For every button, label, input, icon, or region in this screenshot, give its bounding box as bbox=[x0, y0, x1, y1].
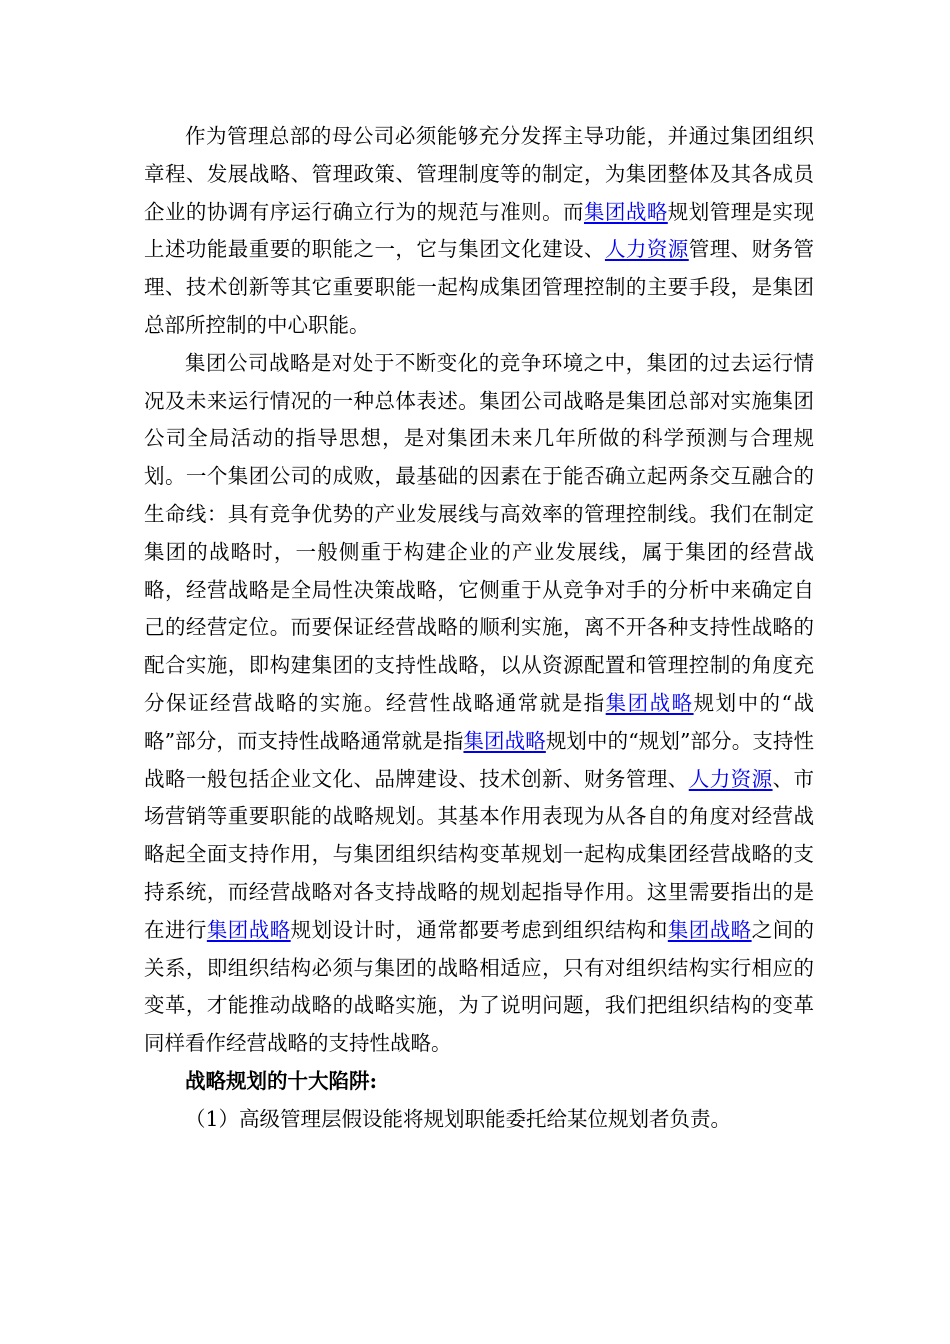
hyperlink[interactable]: 集团战略 bbox=[583, 199, 668, 224]
hyperlink[interactable]: 人力资源 bbox=[604, 237, 689, 262]
text-run: 管理、财务管理、技术创新等其它重要职能一起构成集团管理控制的主要手段，是集团总部所控制的中心职能。 bbox=[144, 237, 815, 337]
text-run: 之间的关系，即组织结构必须与集团的战略相适应，只有对组织结构实行相应的变革，才能推动战略的战略实施，为了说明问题，我们把组织结构的变革同样看作经营战略的支持性战略。 bbox=[144, 917, 815, 1056]
paragraph-2 bbox=[144, 345, 814, 1063]
paragraph-1 bbox=[144, 118, 814, 345]
text-run: 规划管理是实现上述功能最重要的职能之一，它与集团文化建设、 bbox=[144, 199, 815, 262]
hyperlink[interactable]: 人力资源 bbox=[688, 766, 773, 791]
text-run: 规划中的“战略”部分，而支持性战略通常就是指 bbox=[144, 690, 815, 753]
section-heading: 战略规划的十大陷阱: bbox=[185, 1068, 378, 1093]
hyperlink[interactable]: 集团战略 bbox=[667, 917, 752, 942]
hyperlink[interactable]: 集团战略 bbox=[206, 917, 291, 942]
document-body bbox=[144, 118, 814, 1139]
list-item-1: （1）高级管理层假设能将规划职能委托给某位规划者负责。 bbox=[185, 1106, 732, 1131]
text-run: 规划设计时，通常都要考虑到组织结构和 bbox=[290, 917, 668, 942]
text-run: 规划中的“规划”部分。支持性战略一般包括企业文化、品牌建设、技术创新、财务管理、 bbox=[144, 728, 815, 791]
hyperlink[interactable]: 集团战略 bbox=[605, 690, 694, 715]
text-run: 集团公司战略是对处于不断变化的竞争环境之中，集团的过去运行情况及未来运行情况的一种总体表述。集团公司战略是集团总部对实施集团公司全局活动的指导思想，是对集团未来几年所做的科学预测与合理规划。一个集团公司的成败，最基础的因素在于能否确立起两条交互融合的生命线：具有竞争优势的产业发展线与高效率的管理控制线。我们在制定集团的战略时，一般侧重于构建企业的产业发展线，属于集团的经营战略，经营战略是全局性决策战略，它侧重于从竞争对手的分析中来确定自己的经营定位。而要保证经营战略的顺利实施，离不开各种支持性战略的配合实施，即构建集团的支持性战略，以从资源配置和管理控制的角度充分保证经营战略的实施。经营性战略通常就是指 bbox=[144, 350, 814, 715]
text-run: 、市场营销等重要职能的战略规划。其基本作用表现为从各自的角度对经营战略起全面支持作用，与集团组织结构变革规划一起构成集团经营战略的支持系统，而经营战略对各支持战略的规划起指导作用。这里需要指出的是在进行 bbox=[144, 766, 815, 942]
hyperlink[interactable]: 集团战略 bbox=[463, 728, 546, 753]
text-run: 作为管理总部的母公司必须能够充分发挥主导功能，并通过集团组织章程、发展战略、管理政策、管理制度等的制定，为集团整体及其各成员企业的协调有序运行确立行为的规范与准则。而 bbox=[144, 124, 814, 224]
